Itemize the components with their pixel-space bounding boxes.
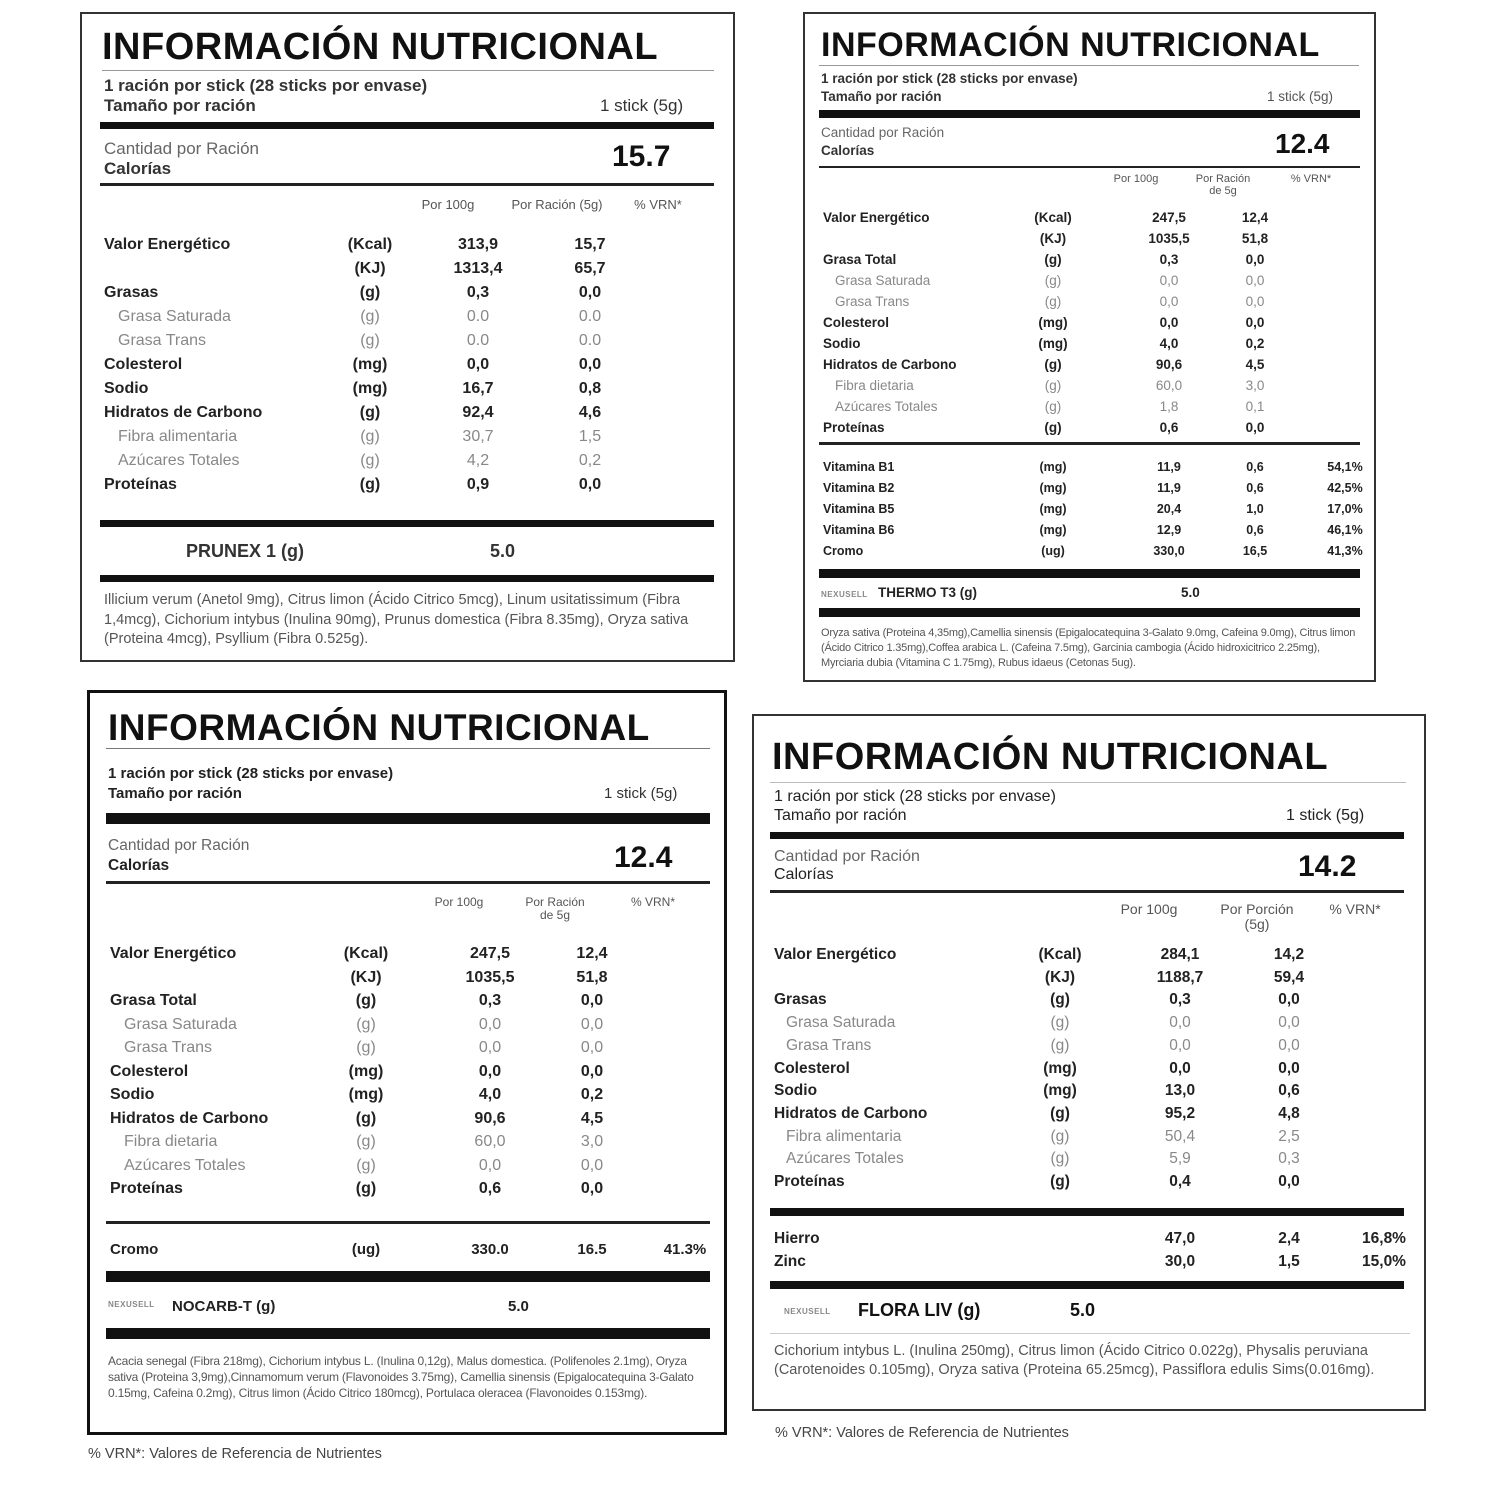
- col-header-serving: Por Ración de 5g: [525, 895, 585, 922]
- calories-value: 15.7: [612, 140, 671, 173]
- micronutrient-vrn: 54,1%: [1327, 460, 1363, 474]
- nutrient-per-serving: 14,2: [1273, 946, 1305, 963]
- nutrient-unit: (g): [1044, 420, 1062, 435]
- amount-label: Cantidad por Ración: [104, 139, 259, 158]
- nutrient-per100: 0,9: [466, 476, 490, 493]
- nutrient-label: Grasa Saturada: [835, 273, 931, 288]
- nutrient-unit: (g): [1044, 378, 1062, 393]
- nutrient-per-serving: 0,2: [580, 1086, 604, 1103]
- nutrient-per100: 0.0: [466, 332, 490, 349]
- nutrient-unit: (mg): [1043, 1059, 1077, 1077]
- nutrient-per100: 4,0: [1159, 336, 1179, 351]
- calories-label: Calorías: [108, 857, 170, 874]
- nutrient-label: Hidratos de Carbono: [110, 1109, 269, 1127]
- amount-label: Cantidad por Ración: [108, 837, 250, 854]
- nutrient-unit: (g): [1044, 252, 1062, 267]
- product-amount: 5.0: [1181, 585, 1200, 600]
- nutrient-unit: (g): [1044, 294, 1062, 309]
- divider: [100, 183, 714, 186]
- nutrient-per-serving: 15,7: [574, 236, 606, 253]
- divider: [106, 881, 710, 884]
- nutrient-per100: 60,0: [474, 1133, 506, 1150]
- nutrient-unit: (g): [360, 332, 380, 349]
- serving-size-value: 1 stick (5g): [604, 785, 678, 802]
- micronutrient-vrn: 42,5%: [1327, 481, 1363, 495]
- nutrient-unit: (g): [1050, 1014, 1070, 1032]
- nutrient-per100: 92,4: [462, 404, 494, 421]
- nutrient-label: Grasa Saturada: [124, 1015, 237, 1033]
- nutrient-label: Grasa Trans: [835, 294, 910, 309]
- nutrient-label: Hidratos de Carbono: [104, 404, 263, 421]
- panel-title: INFORMACIÓN NUTRICIONAL: [772, 736, 1329, 778]
- nutrient-per100: 1188,7: [1156, 968, 1204, 986]
- amount-label: Cantidad por Ración: [774, 848, 920, 865]
- nutrient-label: Grasa Trans: [124, 1039, 213, 1056]
- micronutrient-per100: 47,0: [1164, 1230, 1196, 1247]
- brand-logo: NEXUSELL: [108, 1300, 155, 1309]
- micronutrient-per100: 11,9: [1157, 460, 1181, 474]
- nutrient-per100: 0,0: [466, 356, 490, 373]
- col-header-vrn: % VRN*: [1290, 173, 1332, 185]
- nutrient-per-serving: 0,0: [580, 992, 604, 1009]
- nutrient-label: Grasa Trans: [118, 332, 207, 349]
- thick-divider: [106, 1271, 710, 1282]
- micronutrient-per-serving: 1,0: [1246, 502, 1264, 516]
- nutrient-unit: (g): [359, 284, 381, 301]
- nutrient-per100: 1,8: [1159, 399, 1179, 414]
- micronutrient-unit: (ug): [1041, 544, 1065, 558]
- nutrition-panel-thermo-t3: [803, 12, 1376, 682]
- nutrient-per100: 0,0: [1159, 294, 1179, 309]
- nutrient-per-serving: 0.0: [578, 332, 602, 349]
- col-header-per100: Por 100g: [1113, 173, 1159, 185]
- panel-title: INFORMACIÓN NUTRICIONAL: [102, 26, 659, 68]
- nutrient-per100: 0,6: [478, 1180, 502, 1197]
- product-name: NOCARB-T (g): [172, 1298, 276, 1315]
- nutrient-label: Grasa Saturada: [118, 308, 231, 325]
- servings-line: 1 ración por stick (28 sticks por envase): [821, 71, 1078, 86]
- ingredients-text: Illicium verum (Anetol 9mg), Citrus limon (Ácido Citrico 5mcg), Linum usitatissimum (Fibra 1,4mcg), Cichorium intybus (Inulina 90mg), Prunus domestica (Fibra 8.35mg), Oryza sativa (Proteina 4mcg), Psyllium (Fibra 0.525g).: [104, 592, 689, 648]
- nutrient-per-serving: 0,0: [1278, 1014, 1300, 1032]
- micronutrient-unit: (mg): [1039, 460, 1067, 474]
- nutrient-per100: 0.0: [466, 308, 490, 325]
- nutrient-label: Hidratos de Carbono: [774, 1104, 928, 1122]
- serving-size-value: 1 stick (5g): [1267, 89, 1334, 104]
- vrn-footnote: % VRN*: Valores de Referencia de Nutrientes: [88, 1446, 382, 1462]
- nutrient-label: Sodio: [823, 336, 861, 351]
- micronutrient-unit: (mg): [1039, 502, 1067, 516]
- nutrient-per100: 1313,4: [453, 260, 503, 277]
- nutrient-unit: (g): [1050, 1104, 1070, 1122]
- thick-divider: [106, 1328, 710, 1339]
- nutrient-unit: (KJ): [1044, 968, 1076, 986]
- col-header-per100: Por 100g: [421, 197, 475, 212]
- serving-size-value: 1 stick (5g): [600, 96, 684, 115]
- micronutrient-unit: (mg): [1039, 481, 1067, 495]
- micronutrient-unit: (mg): [1039, 523, 1067, 537]
- nutrient-per-serving: 4,8: [1278, 1104, 1300, 1122]
- nutrient-unit: (g): [1050, 1173, 1070, 1190]
- nutrient-per100: 247,5: [469, 945, 511, 962]
- panel-title: INFORMACIÓN NUTRICIONAL: [821, 26, 1320, 64]
- nutrient-per-serving: 0,0: [1245, 252, 1265, 267]
- nutrient-unit: (g): [1050, 1150, 1070, 1168]
- nutrient-per100: 30,7: [462, 428, 494, 445]
- nutrient-per100: 0,3: [1169, 991, 1191, 1009]
- nutrient-per-serving: 59,4: [1273, 968, 1305, 986]
- nutrient-per100: 90,6: [474, 1109, 506, 1127]
- micronutrient-vrn: 15,0%: [1362, 1252, 1406, 1270]
- nutrient-per-serving: 4,5: [580, 1109, 604, 1127]
- micronutrient-label: Vitamina B1: [823, 460, 895, 474]
- nutrient-per-serving: 0,0: [578, 284, 602, 301]
- nutrient-label: Proteínas: [774, 1173, 845, 1190]
- nutrient-unit: (g): [1050, 1127, 1070, 1145]
- nutrient-label: Proteínas: [823, 420, 885, 435]
- divider: [102, 70, 714, 71]
- nutrient-per-serving: 0,0: [578, 356, 602, 373]
- nutrient-label: Colesterol: [774, 1059, 850, 1077]
- col-header-vrn: % VRN*: [630, 895, 675, 909]
- nutrient-per-serving: 2,5: [1278, 1127, 1300, 1145]
- nutrient-unit: (mg): [1043, 1082, 1077, 1100]
- nutrient-per-serving: 0,0: [1245, 420, 1265, 435]
- nutrition-panel-prunex: [80, 12, 735, 662]
- nutrient-label: Valor Energético: [110, 945, 237, 962]
- nutrient-unit: (g): [359, 404, 381, 421]
- nutrient-per-serving: 3,0: [580, 1133, 604, 1150]
- col-header-per100: Por 100g: [434, 895, 484, 909]
- nutrient-per-serving: 4,6: [578, 404, 602, 421]
- micronutrient-per-serving: 16.5: [577, 1241, 607, 1258]
- nutrient-unit: (KJ): [354, 260, 386, 277]
- brand-logo: NEXUSELL: [784, 1307, 831, 1316]
- nutrient-per100: 0,3: [1159, 252, 1179, 267]
- nutrient-label: Fibra dietaria: [124, 1133, 218, 1150]
- ingredients-text: Cichorium intybus L. (Inulina 250mg), Citrus limon (Ácido Citrico 0.022g), Physalis peruviana (Carotenoides 0.105mg), Oryza sativa (Proteina 65.25mcg), Passiflora edulis Sims(0.016mg).: [774, 1343, 1375, 1378]
- nutrient-per-serving: 0,0: [1278, 1036, 1300, 1054]
- nutrition-panel-nocarb-t: [87, 690, 727, 1435]
- micronutrient-vrn: 16,8%: [1362, 1230, 1406, 1247]
- nutrient-per100: 0,0: [1159, 273, 1179, 288]
- nutrient-per100: 0,0: [478, 1039, 502, 1056]
- nutrient-per100: 90,6: [1155, 357, 1183, 372]
- nutrient-per-serving: 51,8: [1241, 231, 1269, 246]
- divider: [106, 1221, 710, 1224]
- nutrient-per100: 0,6: [1159, 420, 1179, 435]
- nutrient-label: Colesterol: [104, 356, 183, 373]
- nutrient-per100: 0,0: [478, 1062, 502, 1080]
- thick-divider: [770, 1208, 1404, 1216]
- col-header-serving: Por Ración (5g): [511, 197, 603, 212]
- nutrient-per-serving: 0,0: [580, 1039, 604, 1056]
- nutrient-label: Grasa Saturada: [786, 1014, 896, 1032]
- nutrient-label: Hidratos de Carbono: [823, 357, 957, 372]
- col-header-vrn: % VRN*: [634, 197, 682, 212]
- col-header-serving: Por Ración de 5g: [1195, 173, 1251, 197]
- nutrient-label: Colesterol: [110, 1062, 189, 1080]
- nutrient-unit: (mg): [352, 356, 388, 373]
- micronutrient-per-serving: 2,4: [1278, 1230, 1300, 1247]
- nutrient-per-serving: 0,0: [580, 1062, 604, 1080]
- nutrient-per100: 0,0: [1169, 1036, 1191, 1054]
- nutrient-unit: (g): [356, 1156, 376, 1174]
- thick-divider: [106, 813, 710, 824]
- nutrient-per100: 1035,5: [465, 968, 515, 986]
- nutrient-label: Proteínas: [110, 1180, 183, 1197]
- nutrient-unit: (g): [1050, 1036, 1070, 1054]
- product-amount: 5.0: [1070, 1300, 1096, 1320]
- nutrient-per-serving: 12,4: [1241, 210, 1269, 225]
- nutrient-per-serving: 3,0: [1245, 378, 1265, 393]
- nutrient-unit: (g): [356, 1039, 376, 1056]
- nutrient-unit: (mg): [348, 1062, 384, 1080]
- micronutrient-per100: 11,9: [1157, 481, 1181, 495]
- nutrition-panel-flora-liv: [752, 714, 1426, 1411]
- nutrient-label: Valor Energético: [104, 236, 231, 253]
- nutrient-per100: 0,0: [1169, 1059, 1191, 1077]
- nutrient-unit: (mg): [1038, 315, 1068, 330]
- calories-value: 14.2: [1298, 850, 1357, 883]
- nutrient-per-serving: 0,0: [1245, 315, 1265, 330]
- nutrient-unit: (g): [360, 308, 380, 325]
- divider: [770, 1333, 1410, 1334]
- divider: [819, 442, 1360, 445]
- nutrient-per-serving: 0,1: [1245, 399, 1265, 414]
- nutrient-per100: 0,3: [466, 284, 490, 301]
- calories-value: 12.4: [1275, 128, 1330, 159]
- nutrient-unit: (mg): [352, 380, 388, 397]
- nutrient-label: Azúcares Totales: [124, 1156, 246, 1174]
- nutrient-unit: (g): [355, 1180, 377, 1197]
- nutrient-per-serving: 0,0: [578, 476, 602, 493]
- servings-line: 1 ración por stick (28 sticks por envase): [108, 765, 394, 782]
- thick-divider: [819, 569, 1360, 578]
- brand-logo: NEXUSELL: [821, 590, 868, 599]
- nutrient-per100: 247,5: [1152, 210, 1186, 225]
- calories-label: Calorías: [821, 143, 875, 158]
- nutrient-label: Fibra alimentaria: [118, 428, 238, 445]
- nutrient-per-serving: 4,5: [1245, 357, 1265, 372]
- nutrient-per-serving: 0,0: [1245, 294, 1265, 309]
- micronutrient-vrn: 41.3%: [663, 1241, 707, 1258]
- serving-size-label: Tamaño por ración: [821, 89, 942, 104]
- nutrient-per100: 1035,5: [1148, 231, 1190, 246]
- panel-title: INFORMACIÓN NUTRICIONAL: [108, 707, 650, 748]
- nutrient-per-serving: 0,0: [1278, 1059, 1300, 1077]
- micronutrient-label: Zinc: [774, 1252, 806, 1270]
- nutrient-label: Grasa Trans: [786, 1036, 872, 1054]
- ingredients-text: Acacia senegal (Fibra 218mg), Cichorium intybus L. (Inulina 0,12g), Malus domestica. (Polifenoles 2.1mg), Oryza sativa (Proteina 3,9mg),Cinnamomum verum (Flavonoides 3.75mg), Camellia sinensis (Epigalocatequina 3-Galato 0.15mg, Cafeina 0.2mg), Citrus limon (Ácido Citrico 180mcg), Portulaca oleracea (Flavonoides 0.153mg).: [108, 1354, 694, 1401]
- nutrient-label: Sodio: [104, 380, 149, 397]
- nutrient-label: Azúcares Totales: [118, 452, 240, 469]
- micronutrient-unit: (ug): [351, 1241, 381, 1258]
- thick-divider: [819, 110, 1360, 118]
- col-header-serving: Por Porción (5g): [1220, 901, 1294, 932]
- micronutrient-label: Vitamina B2: [823, 481, 895, 495]
- micronutrient-vrn: 17,0%: [1327, 502, 1363, 516]
- nutrient-per100: 0,0: [1169, 1014, 1191, 1032]
- micronutrient-vrn: 46,1%: [1327, 523, 1363, 537]
- nutrient-unit: (Kcal): [347, 236, 393, 253]
- nutrient-per100: 313,9: [457, 236, 499, 253]
- nutrient-per100: 0,0: [1159, 315, 1179, 330]
- nutrient-per100: 0,0: [478, 1015, 502, 1033]
- nutrient-per100: 0,3: [478, 992, 502, 1009]
- nutrient-per-serving: 0,6: [1278, 1082, 1300, 1100]
- micronutrient-per100: 330.0: [471, 1241, 509, 1258]
- nutrient-per100: 284,1: [1160, 946, 1200, 963]
- nutrient-per-serving: 0,0: [580, 1015, 604, 1033]
- product-name: THERMO T3 (g): [878, 585, 977, 600]
- nutrient-label: Grasa Total: [110, 992, 197, 1009]
- micronutrient-label: Vitamina B6: [823, 523, 895, 537]
- nutrient-unit: (g): [355, 1109, 377, 1127]
- nutrient-unit: (g): [355, 992, 377, 1009]
- micronutrient-per100: 12,9: [1156, 523, 1182, 537]
- product-name: PRUNEX 1 (g): [186, 541, 305, 561]
- nutrient-label: Azúcares Totales: [835, 399, 938, 414]
- nutrient-unit: (mg): [1038, 336, 1068, 351]
- nutrient-label: Valor Energético: [823, 210, 930, 225]
- vrn-footnote: % VRN*: Valores de Referencia de Nutrientes: [775, 1425, 1069, 1441]
- divider: [819, 166, 1360, 168]
- calories-label: Calorías: [774, 866, 834, 883]
- nutrient-unit: (Kcal): [343, 945, 389, 962]
- nutrient-per-serving: 12,4: [576, 945, 608, 962]
- nutrient-per-serving: 0,2: [1245, 336, 1265, 351]
- nutrient-unit: (mg): [348, 1086, 384, 1103]
- nutrient-per100: 16,7: [462, 380, 494, 397]
- serving-size-label: Tamaño por ración: [104, 96, 256, 115]
- nutrient-per100: 95,2: [1164, 1104, 1196, 1122]
- micronutrient-label: Vitamina B5: [823, 502, 895, 516]
- calories-label: Calorías: [104, 159, 172, 178]
- col-header-vrn: % VRN*: [1329, 901, 1381, 917]
- micronutrient-per100: 20,4: [1156, 502, 1182, 516]
- nutrient-per-serving: 0,0: [580, 1156, 604, 1174]
- nutrient-per-serving: 0,0: [1245, 273, 1265, 288]
- nutrient-per-serving: 0,2: [578, 452, 602, 469]
- ingredients-text: Oryza sativa (Proteina 4,35mg),Camellia sinensis (Epigalocatequina 3-Galato 9.0mg, Cafeina 9.0mg), Citrus limon (Ácido Citrico 1.35mg),Coffea arabica L. (Cafeina 7.5mg), Garcinia cambogia (Ácido hidroxicitrico 2.25mg), Myrciaria dubia (Vitamina C 1.75mg), Rubus idaeus (Cetonas 5ug).: [821, 627, 1356, 669]
- nutrient-per-serving: 65,7: [574, 260, 606, 277]
- nutrient-label: Grasas: [104, 284, 159, 301]
- nutrient-unit: (g): [1044, 273, 1062, 288]
- micronutrient-per-serving: 16,5: [1242, 544, 1268, 558]
- nutrient-unit: (g): [360, 428, 380, 445]
- product-name: FLORA LIV (g): [858, 1300, 981, 1320]
- micronutrient-per-serving: 0,6: [1246, 481, 1264, 495]
- nutrient-label: Grasa Total: [823, 252, 897, 267]
- nutrient-per100: 4,0: [478, 1086, 502, 1103]
- nutrient-per-serving: 0,0: [1278, 1173, 1300, 1190]
- nutrient-unit: (KJ): [350, 968, 382, 986]
- micronutrient-label: Cromo: [823, 544, 864, 558]
- nutrient-unit: (g): [356, 1015, 376, 1033]
- thick-divider: [100, 520, 714, 527]
- nutrient-unit: (g): [356, 1133, 376, 1150]
- micronutrient-per-serving: 0,6: [1246, 460, 1264, 474]
- thick-divider: [819, 608, 1360, 617]
- nutrient-per-serving: 0,0: [580, 1180, 604, 1197]
- micronutrient-per-serving: 1,5: [1278, 1252, 1300, 1270]
- thick-divider: [100, 575, 714, 582]
- nutrient-per-serving: 0,3: [1278, 1150, 1300, 1168]
- amount-label: Cantidad por Ración: [821, 125, 945, 140]
- nutrient-per-serving: 0,0: [1278, 991, 1300, 1009]
- nutrient-per100: 0,4: [1169, 1173, 1191, 1190]
- nutrient-label: Valor Energético: [774, 946, 897, 963]
- nutrient-label: Grasas: [774, 991, 827, 1009]
- divider: [819, 65, 1359, 66]
- nutrient-per100: 0,0: [478, 1156, 502, 1174]
- nutrient-unit: (g): [1044, 357, 1062, 372]
- product-amount: 5.0: [508, 1298, 529, 1315]
- micronutrient-label: Cromo: [110, 1241, 159, 1258]
- serving-size-value: 1 stick (5g): [1286, 807, 1365, 824]
- micronutrient-per100: 330,0: [1153, 544, 1185, 558]
- serving-size-label: Tamaño por ración: [774, 807, 907, 824]
- nutrient-unit: (g): [359, 476, 381, 493]
- nutrient-unit: (KJ): [1039, 231, 1067, 246]
- serving-size-label: Tamaño por ración: [108, 785, 242, 802]
- nutrient-unit: (g): [1050, 991, 1070, 1009]
- divider: [770, 890, 1404, 893]
- nutrient-label: Azúcares Totales: [786, 1150, 904, 1168]
- nutrient-per-serving: 51,8: [576, 968, 608, 986]
- divider: [770, 782, 1406, 783]
- nutrient-label: Sodio: [774, 1082, 818, 1100]
- servings-line: 1 ración por stick (28 sticks por envase): [104, 76, 428, 95]
- nutrient-label: Sodio: [110, 1086, 155, 1103]
- nutrient-unit: (Kcal): [1038, 946, 1082, 963]
- micronutrient-vrn: 41,3%: [1327, 544, 1363, 558]
- col-header-per100: Por 100g: [1120, 901, 1178, 917]
- thick-divider: [770, 1281, 1404, 1289]
- nutrient-per100: 50,4: [1164, 1127, 1196, 1145]
- nutrient-unit: (g): [360, 452, 380, 469]
- nutrient-label: Colesterol: [823, 315, 890, 330]
- divider: [106, 748, 710, 749]
- servings-line: 1 ración por stick (28 sticks por envase): [774, 788, 1056, 805]
- nutrient-per100: 60,0: [1155, 378, 1183, 393]
- nutrient-unit: (Kcal): [1034, 210, 1072, 225]
- nutrient-label: Fibra alimentaria: [786, 1127, 902, 1145]
- product-amount: 5.0: [490, 541, 516, 561]
- nutrient-label: Proteínas: [104, 476, 177, 493]
- nutrient-per-serving: 0.0: [578, 308, 602, 325]
- nutrient-per-serving: 0,8: [578, 380, 602, 397]
- micronutrient-per-serving: 0,6: [1246, 523, 1264, 537]
- micronutrient-per100: 30,0: [1164, 1252, 1196, 1270]
- nutrient-unit: (g): [1044, 399, 1062, 414]
- nutrient-label: Fibra dietaria: [835, 378, 914, 393]
- calories-value: 12.4: [614, 841, 673, 874]
- thick-divider: [770, 832, 1404, 839]
- micronutrient-label: Hierro: [774, 1230, 820, 1247]
- nutrient-per100: 5,9: [1169, 1150, 1191, 1168]
- nutrient-per100: 13,0: [1164, 1082, 1196, 1100]
- thick-divider: [100, 122, 714, 129]
- nutrient-per100: 4,2: [466, 452, 490, 469]
- nutrient-per-serving: 1,5: [578, 428, 602, 445]
